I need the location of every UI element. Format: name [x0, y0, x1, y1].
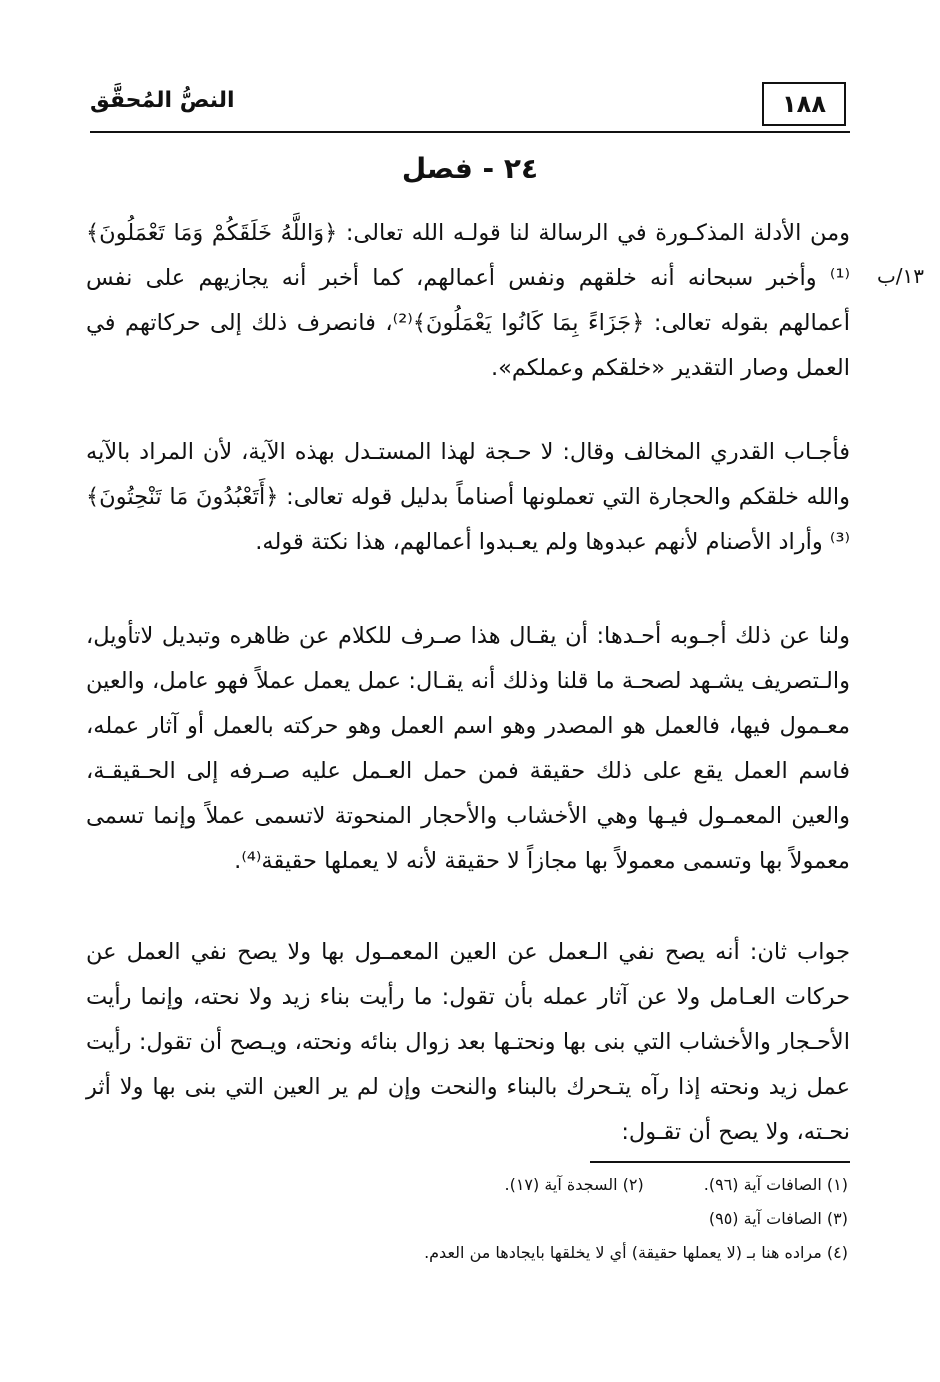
running-title: النصُّ المُحقَّق	[90, 88, 235, 113]
footnote-4: (٤) مراده هنا بـ (لا يعملها حقيقة) أي لا يخلقها بايجادها من العدم.	[424, 1243, 848, 1262]
paragraph-2: فأجـاب القدري المخالف وقال: لا حـجة لهذا المستـدل بهذه الآية، لأن المراد بالآيه والله خلقكم والحجارة التي تعملونها أصناماً بدليل قوله تعالى: ﴿أَتَعْبُدُونَ مَا تَنْحِتُونَ﴾⁽³⁾ وأراد الأصنام لأنهم عبدوها ولم يعـبدوا أعمالهم، هذا نكتة قوله.	[86, 439, 850, 555]
footnote-1: (١) الصافات آية (٩٦).	[703, 1175, 848, 1194]
paragraph-3: ولنا عن ذلك أجـوبه أحـدها: أن يقـال هذا صـرف للكلام عن ظاهره وتبديل لاتأويل، والـتصريف يشـهد لصحـة ما قلنا وذلك أنه يقـال: عمل يعمل عملاً فهو عامل، والعين معـمول فيها، فالعمل هو المصدر وهو اسم العمل وهو حركته بالعمل أو آثار عمله، فاسم العمل يقع على ذلك حقيقة فمن حمل العـمل عليه صـرفه إلى الحـقيقـة، والعين المعمـول فيـها وهي الأخشاب والأحجار المنحوتة لاتسمى عملاً وإنما تسمى معمولاً بها وتسمى معمولاً بها مجازاً لا حقيقة لأنه لا يعملها حقيقة⁽⁴⁾.	[86, 623, 850, 874]
footnote-rule	[590, 1161, 850, 1163]
paragraph-1: ومن الأدلة المذكـورة في الرسالة لنا قولـه الله تعالى: ﴿وَاللَّهُ خَلَقَكُمْ وَمَا تَعْمَلُونَ﴾⁽¹⁾ وأخبر سبحانه أنه خلقهم ونفس أعمالهم، كما أخبر أنه يجازيهم على نفس أعمالهم بقوله تعالى: ﴿جَزَاءً بِمَا كَانُوا يَعْمَلُونَ﴾⁽²⁾، فانصرف ذلك إلى حركاتهم في العمل وصار التقدير «خلقكم وعملكم».	[86, 220, 850, 381]
margin-folio-note: ١٣/ب	[876, 264, 924, 288]
footnote-3: (٣) الصافات آية (٩٥)	[708, 1209, 848, 1228]
footnote-row	[504, 1174, 848, 1196]
footnote-row	[424, 1242, 848, 1264]
section-heading: ٢٤ - فصل	[401, 152, 539, 185]
paragraph-4: جواب ثان: أنه يصح نفي الـعمل عن العين المعمـول بها ولا يصح نفي العمل عن حركات العـامل ولا عن آثار عمله بأن تقول: ما رأيت بناء زيد ولا نحته، وإنما رأيت الأحـجار والأخشاب التي بنى بها ونحتـها بعد زوال بنائه ونحته، ويـصح أن تقول: رأيت عمل زيد ونحته إذا رآه يتـحرك بالبناء والنحت وإن لم ير العين التي بنى بها ولا أثر نحـته، ولا يصح أن تقـول:	[86, 939, 850, 1145]
footnote-2: (٢) السجدة آية (١٧).	[504, 1175, 644, 1194]
page-number: ١٨٨	[762, 82, 846, 126]
header-rule	[90, 131, 850, 133]
footnote-row	[709, 1208, 848, 1230]
